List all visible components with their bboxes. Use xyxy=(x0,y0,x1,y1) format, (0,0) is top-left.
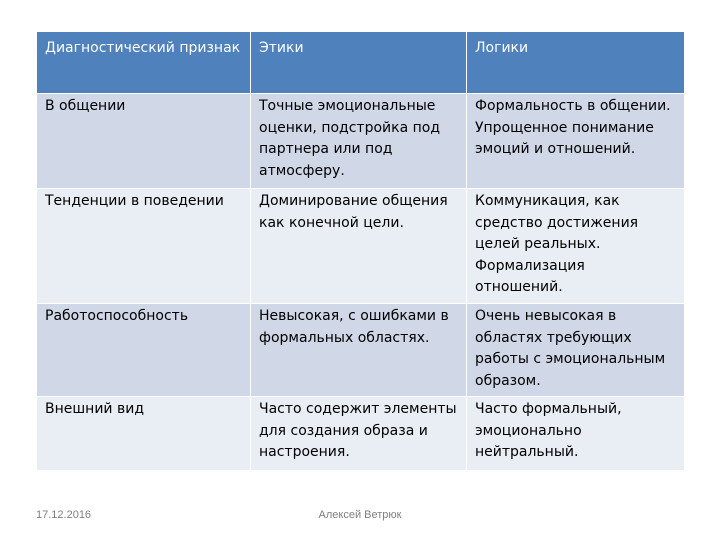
footer-date: 17.12.2016 xyxy=(36,509,92,521)
row-logics-cell: Часто формальный, эмоционально нейтральный. xyxy=(467,397,685,471)
header-diagnostic-feature: Диагностический признак xyxy=(37,32,251,94)
table-row xyxy=(37,304,685,397)
row-ethics-cell: Точные эмоциональные оценки, подстройка под партнера или под атмосферу. xyxy=(251,94,467,189)
header-ethics: Этики xyxy=(251,32,467,94)
row-logics-cell: Формальность в общении. Упрощенное понимание эмоций и отношений. xyxy=(467,94,685,189)
row-logics-cell: Коммуникация, как средство достижения целей реальных. Формализация отношений. xyxy=(467,189,685,304)
row-feature-cell: Внешний вид xyxy=(37,397,251,471)
row-ethics-cell: Невысокая, с ошибками в формальных областях. xyxy=(251,304,467,397)
table-header-row xyxy=(37,32,685,94)
row-ethics-cell: Часто содержит элементы для создания образа и настроения. xyxy=(251,397,467,471)
table-row xyxy=(37,189,685,304)
table-row xyxy=(37,397,685,471)
row-ethics-cell: Доминирование общения как конечной цели. xyxy=(251,189,467,304)
header-logics: Логики xyxy=(467,32,685,94)
table-row xyxy=(37,94,685,189)
footer-author: Алексей Ветрюк xyxy=(318,509,402,521)
row-feature-cell: Работоспособность xyxy=(37,304,251,397)
comparison-table xyxy=(36,31,685,471)
row-feature-cell: Тенденции в поведении xyxy=(37,189,251,304)
row-logics-cell: Очень невысокая в областях требующих работы с эмоциональным образом. xyxy=(467,304,685,397)
row-feature-cell: В общении xyxy=(37,94,251,189)
